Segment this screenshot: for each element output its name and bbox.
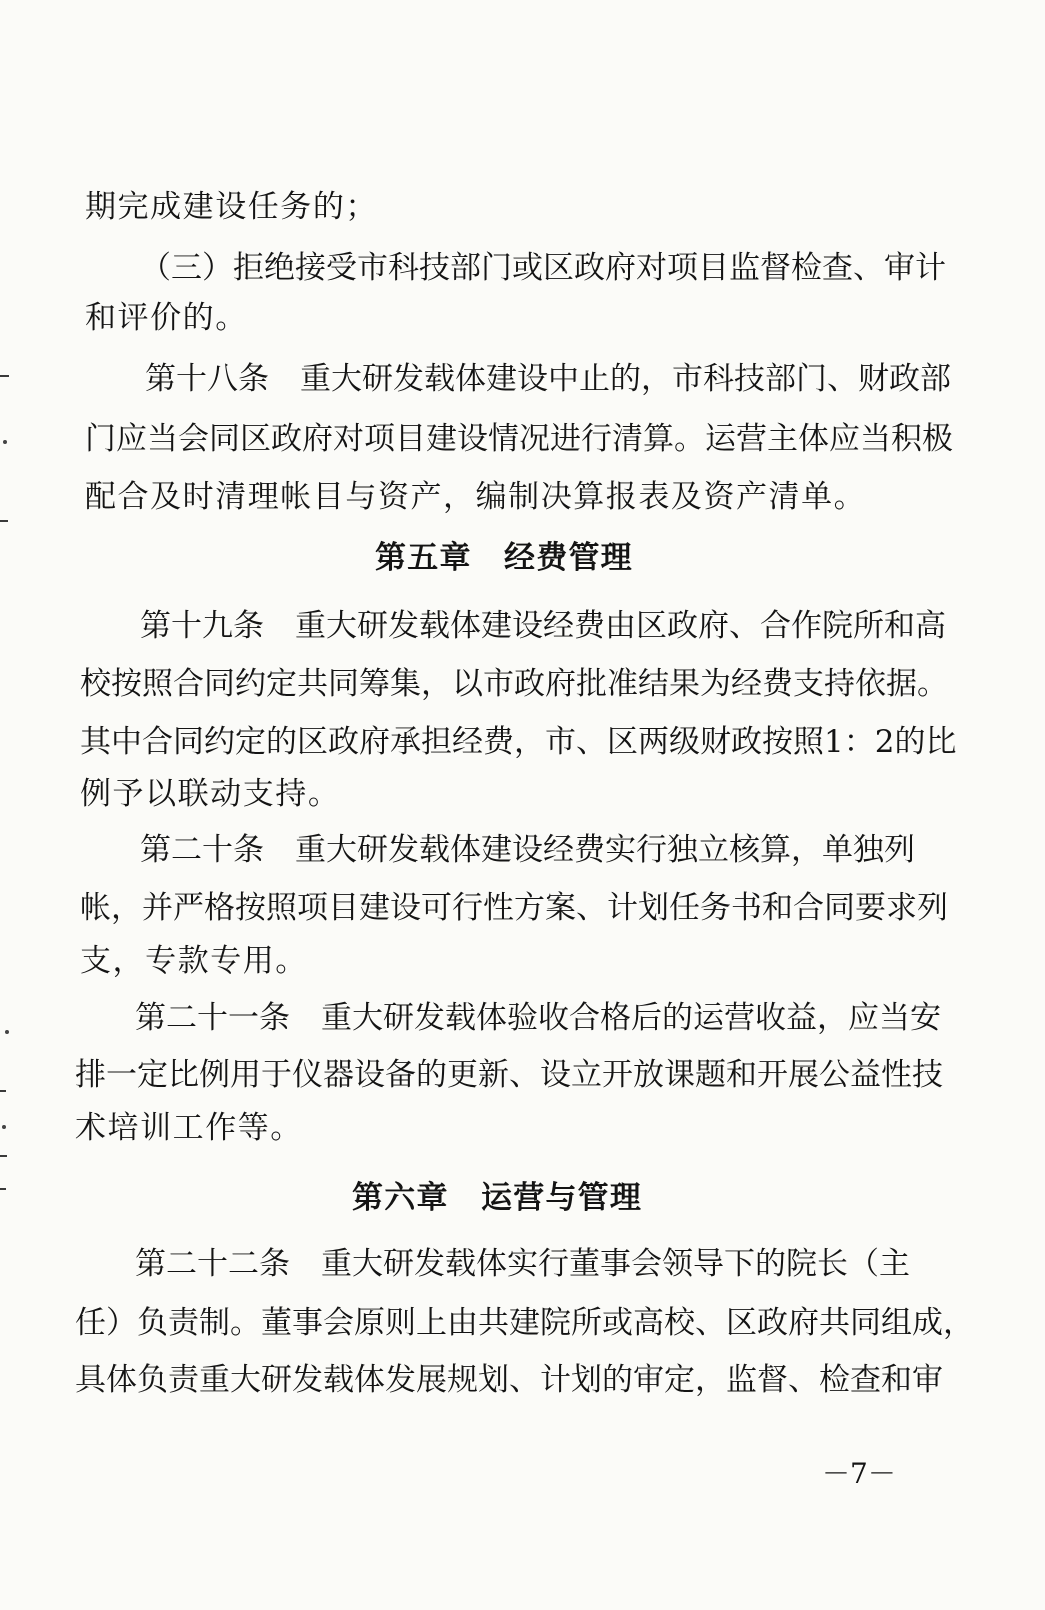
scan-edge-mark <box>0 1155 7 1157</box>
body-text-line: 门应当会同区政府对项目建设情况进行清算。运营主体应当积极 <box>85 421 953 457</box>
body-text-line: 第十八条 重大研发载体建设中止的，市科技部门、财政部 <box>145 361 951 397</box>
scan-edge-dot <box>5 1030 9 1034</box>
body-text-line: 具体负责重大研发载体发展规划、计划的审定，监督、检查和审 <box>75 1362 943 1398</box>
scan-edge-mark <box>0 1090 6 1092</box>
body-text-line: 和评价的。 <box>85 300 248 336</box>
body-text-line: 任）负责制。董事会原则上由共建院所或高校、区政府共同组成， <box>75 1305 974 1341</box>
body-text-line: 第二十二条 重大研发载体实行董事会领导下的院长（主 <box>135 1246 910 1282</box>
body-text-line: 术培训工作等。 <box>75 1110 303 1146</box>
body-text-line: 期完成建设任务的； <box>85 189 378 225</box>
page-number: －7－ <box>822 1457 896 1490</box>
scan-edge-dot <box>3 440 7 444</box>
chapter-heading: 第五章 经费管理 <box>375 540 633 576</box>
scan-edge-mark <box>0 375 9 377</box>
body-text-line: 例予以联动支持。 <box>80 776 341 812</box>
chapter-heading: 第六章 运营与管理 <box>352 1180 643 1216</box>
body-text-line: 第二十一条 重大研发载体验收合格后的运营收益，应当安 <box>135 1000 941 1036</box>
scan-edge-mark <box>0 1188 6 1190</box>
body-text-line: （三）拒绝接受市科技部门或区政府对项目监督检查、审计 <box>140 250 946 286</box>
body-text-line: 校按照合同约定共同筹集，以市政府批准结果为经费支持依据。 <box>80 666 948 702</box>
body-text-line: 第十九条 重大研发载体建设经费由区政府、合作院所和高 <box>140 608 946 644</box>
body-text-line: 第二十条 重大研发载体建设经费实行独立核算，单独列 <box>140 832 915 868</box>
body-text-line: 支，专款专用。 <box>80 943 308 979</box>
scan-edge-mark <box>0 520 8 522</box>
scan-edge-dot <box>2 1125 6 1129</box>
body-text-line: 其中合同约定的区政府承担经费，市、区两级财政按照1：2的比 <box>80 724 957 760</box>
body-text-line: 帐，并严格按照项目建设可行性方案、计划任务书和合同要求列 <box>80 890 948 926</box>
body-text-line: 配合及时清理帐目与资产，编制决算报表及资产清单。 <box>85 479 867 515</box>
body-text-line: 排一定比例用于仪器设备的更新、设立开放课题和开展公益性技 <box>75 1057 943 1093</box>
